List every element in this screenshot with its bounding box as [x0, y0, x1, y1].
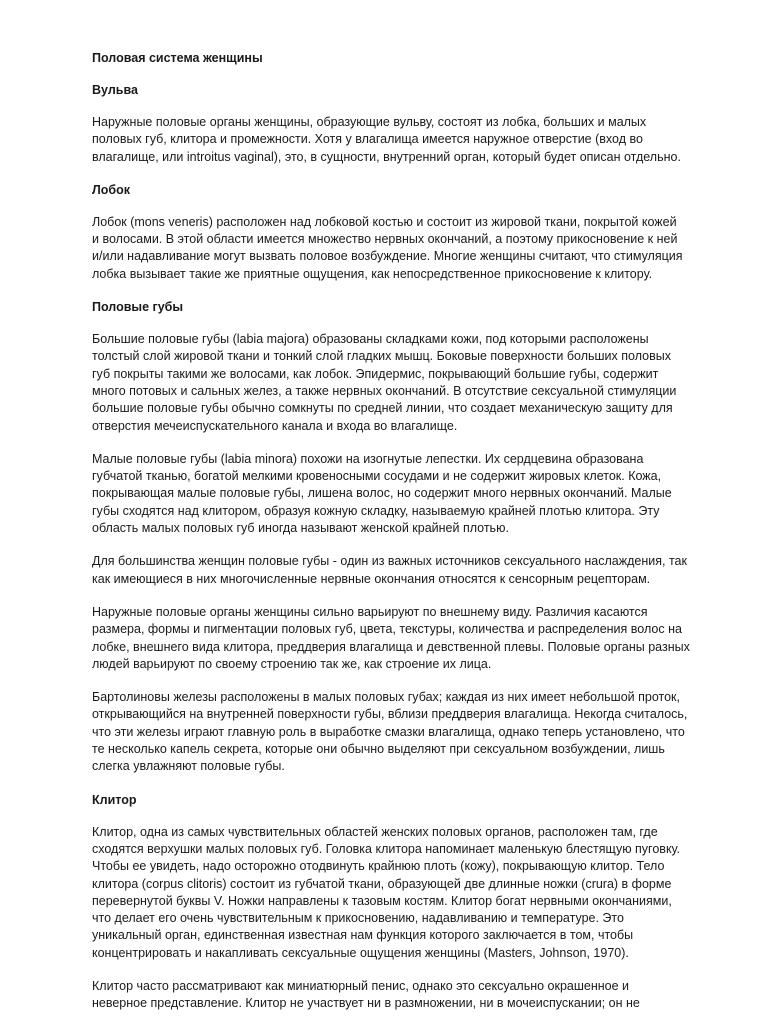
text-line: губчатой тканью, богатой мелкими кровеносными сосудами и не содержит жировых клеток. Кожа,: [92, 469, 662, 484]
section-heading: Лобок: [92, 182, 131, 197]
paragraph: [92, 978, 708, 1013]
text-line: слегка увлажняют половые губы.: [92, 759, 285, 774]
paragraph: [92, 553, 708, 588]
text-line: Чтобы ее увидеть, надо осторожно отодвинуть крайнюю плоть (кожу), покрывающую клитор. Тело: [92, 859, 665, 874]
paragraph: [92, 824, 708, 962]
text-line: Наружные половые органы женщины сильно варьируют по внешнему виду. Различия касаются: [92, 604, 648, 619]
text-line: половых губ, клитора и промежности. Хотя у влагалища имеется наружное отверстие (вход во: [92, 132, 643, 147]
section-heading: Вульва: [92, 83, 138, 97]
text-line: как имеющиеся в них многочисленные нервные окончания относятся к сенсорным рецепторам.: [92, 571, 651, 586]
text-line: открывающийся на внутренней поверхности губы, вблизи преддверия влагалища. Некогда считалось,: [92, 707, 688, 722]
paragraph: [92, 214, 708, 283]
text-line: те несколько капель секрета, которые они обычно выделяют при сексуальном возбуждении, лишь: [92, 742, 665, 757]
section-heading: Половые губы: [92, 300, 184, 315]
text-line: Бартолиновы железы расположены в малых половых губах; каждая из них имеет небольшой проток,: [92, 690, 680, 705]
text-line: лобке, внешнего вида клитора, преддверия влагалища и девственной плевы. Половые органы разных: [92, 639, 690, 654]
text-line: Для большинства женщин половые губы - один из важных источников сексуального наслаждения, так: [92, 554, 687, 569]
text-line: что делает его очень чувствительным к прикосновению, надавливанию и температуре. Это: [92, 911, 624, 926]
text-line: Большие половые губы (labia majora) образованы складками кожи, под которыми расположены: [92, 332, 649, 347]
text-line: покрывающая малые половые губы, лишена волос, но содержит много нервных окончаний. Малые: [92, 486, 672, 501]
text-line: Наружные половые органы женщины, образующие вульву, состоят из лобка, больших и малых: [92, 115, 647, 129]
text-line: губы сходятся над клитором, образуя кожную складку, называемую крайней плотью клитора. Эту: [92, 503, 660, 518]
text-line: большие половые губы обычно сомкнуты по средней линии, что создает механическую защиту для: [92, 401, 673, 416]
text-line: отверстия мечеиспускательного канала и входа во влагалище.: [92, 418, 458, 433]
text-line: Клитор, одна из самых чувствительных областей женских половых органов, расположен там, где: [92, 824, 658, 839]
text-line: много потовых и сальных желез, а также нервных окончаний. В отсутствие сексуальной стимуляции: [92, 383, 677, 398]
text-line: влагалище, или introitus vaginal), это, в сущности, внутренний орган, который будет описан отдельно.: [92, 149, 681, 164]
text-line: размера, формы и пигментации половых губ, цвета, текстуры, количества и распределения волос на: [92, 622, 682, 637]
paragraph: [92, 604, 708, 673]
document-page: [92, 50, 708, 1029]
text-line: и волосами. В этой области имеется множество нервных окончаний, а поэтому прикосновение к ней: [92, 232, 678, 247]
text-line: концентрировать и накапливать сексуальные ощущения женщины (Masters, Johnson, 1970).: [92, 945, 629, 960]
text-line: Малые половые губы (labia minora) похожи на изогнутые лепестки. Их сердцевина образована: [92, 451, 644, 466]
text-line: толстый слой жировой ткани и тонкий слой гладких мышц. Боковые поверхности больших половых: [92, 349, 671, 364]
text-line: Клитор часто рассматривают как миниатюрный пенис, однако это сексуально окрашенное и: [92, 978, 629, 993]
document-title: Половая система женщины: [92, 51, 263, 65]
text-line: перевернутой буквы V. Ножки направлены к тазовым костям. Клитор богат нервными окончаниями,: [92, 893, 672, 908]
paragraph: [92, 331, 708, 435]
text-line: уникальный орган, единственная известная нам функция которого заключается в том, чтобы: [92, 928, 634, 943]
paragraph: [92, 114, 708, 166]
document-body: [92, 82, 708, 1013]
text-line: область малых половых губ иногда называют женской крайней плотью.: [92, 521, 509, 536]
section-heading: Клитор: [92, 792, 137, 807]
text-line: и/или надавливание могут вызвать половое возбуждение. Многие женщины считают, что стимуляция: [92, 249, 683, 264]
text-line: Лобок (mons veneris) расположен над лобковой костью и состоит из жировой ткани, покрытой кожей: [92, 214, 677, 229]
text-line: людей варьируют по своему строению так же, как строение их лица.: [92, 656, 492, 671]
text-line: лобка вызывает такие же приятные ощущения, как непосредственное прикосновение к клитору.: [92, 266, 653, 281]
text-line: сходятся верхушки малых половых губ. Головка клитора напоминает маленькую блестящую пуговку.: [92, 841, 681, 856]
text-line: что эти железы играют главную роль в выработке смазки влагалища, однако теперь установлено, что: [92, 724, 685, 739]
text-line: неверное представление. Клитор не участвует ни в размножении, ни в мочеиспускании; он не: [92, 996, 640, 1011]
text-line: клитора (corpus clitoris) состоит из губчатой ткани, образующей две длинные ножки (crura) в форме: [92, 876, 672, 891]
text-line: губ покрыты такими же волосами, как лобок. Эпидермис, покрывающий большие губы, содержит: [92, 366, 659, 381]
paragraph: [92, 451, 708, 537]
paragraph: [92, 689, 708, 775]
